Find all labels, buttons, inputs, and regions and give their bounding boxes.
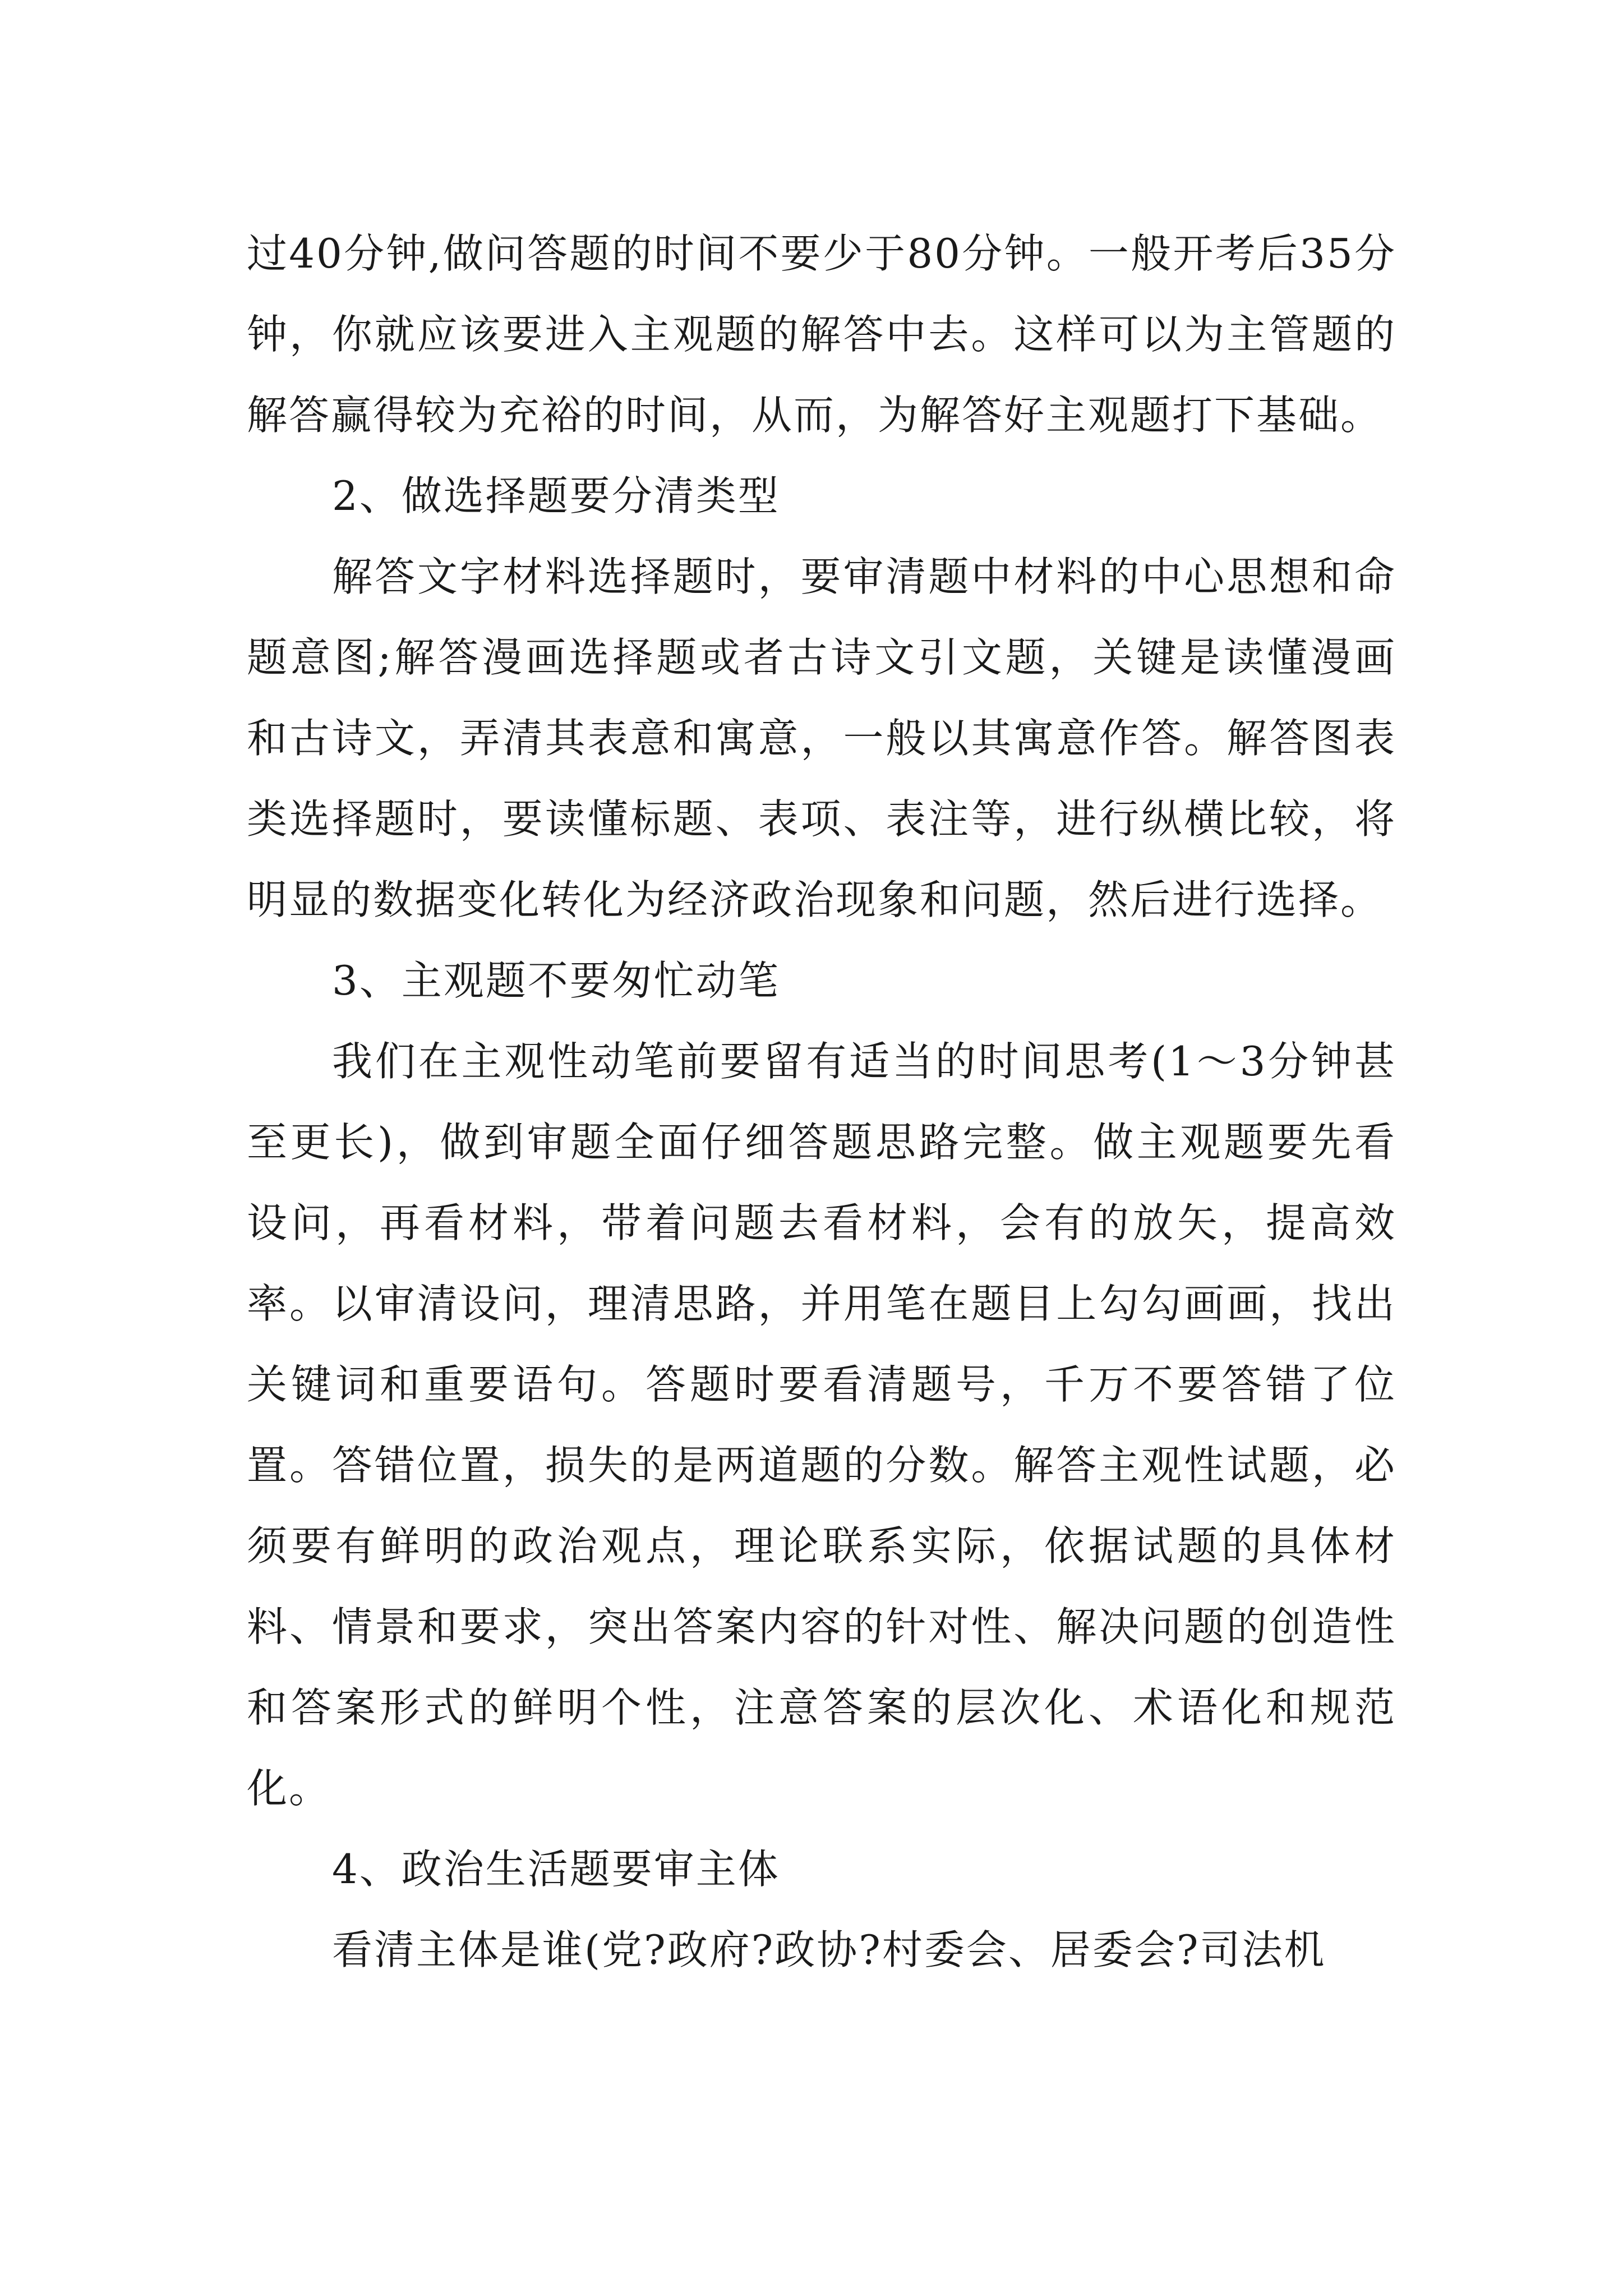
paragraph-subjective-question-methods: 我们在主观性动笔前要留有适当的时间思考(1～3分钟甚至更长)，做到审题全面仔细答题思路完整。做主观题要先看设问，再看材料，带着问题去看材料，会有的放矢，提高效率。以审清设问，理清思路，并用笔在题目上勾勾画画，找出关键词和重要语句。答题时要看清题号，千万不要答错了位置。答错位置，损失的是两道题的分数。解答主观性试题，必须要有鲜明的政治观点，理论联系实际，依据试题的具体材料、情景和要求，突出答案内容的针对性、解决问题的创造性和答案形式的鲜明个性，注意答案的层次化、术语化和规范化。 — [247, 1038, 1396, 1812]
heading-subjective-questions: 3、主观题不要匆忙动笔 — [332, 957, 780, 1004]
document-page — [247, 213, 1396, 1990]
paragraph-political-life-subject: 看清主体是谁(党?政府?政协?村委会、居委会?司法机 — [332, 1926, 1326, 1973]
paragraph-time-allocation: 过40分钟,做问答题的时间不要少于80分钟。一般开考后35分钟，你就应该要进入主观题的解答中去。这样可以为主管题的解答赢得较为充裕的时间，从而，为解答好主观题打下基础。 — [247, 230, 1396, 439]
heading-choice-question-types: 2、做选择题要分清类型 — [332, 472, 780, 519]
paragraph-choice-question-methods: 解答文字材料选择题时，要审清题中材料的中心思想和命题意图;解答漫画选择题或者古诗文引文题，关键是读懂漫画和古诗文，弄清其表意和寓意，一般以其寓意作答。解答图表类选择题时，要读懂标题、表项、表注等，进行纵横比较，将明显的数据变化转化为经济政治现象和问题，然后进行选择。 — [247, 553, 1396, 923]
heading-political-life-subject: 4、政治生活题要审主体 — [332, 1846, 780, 1893]
